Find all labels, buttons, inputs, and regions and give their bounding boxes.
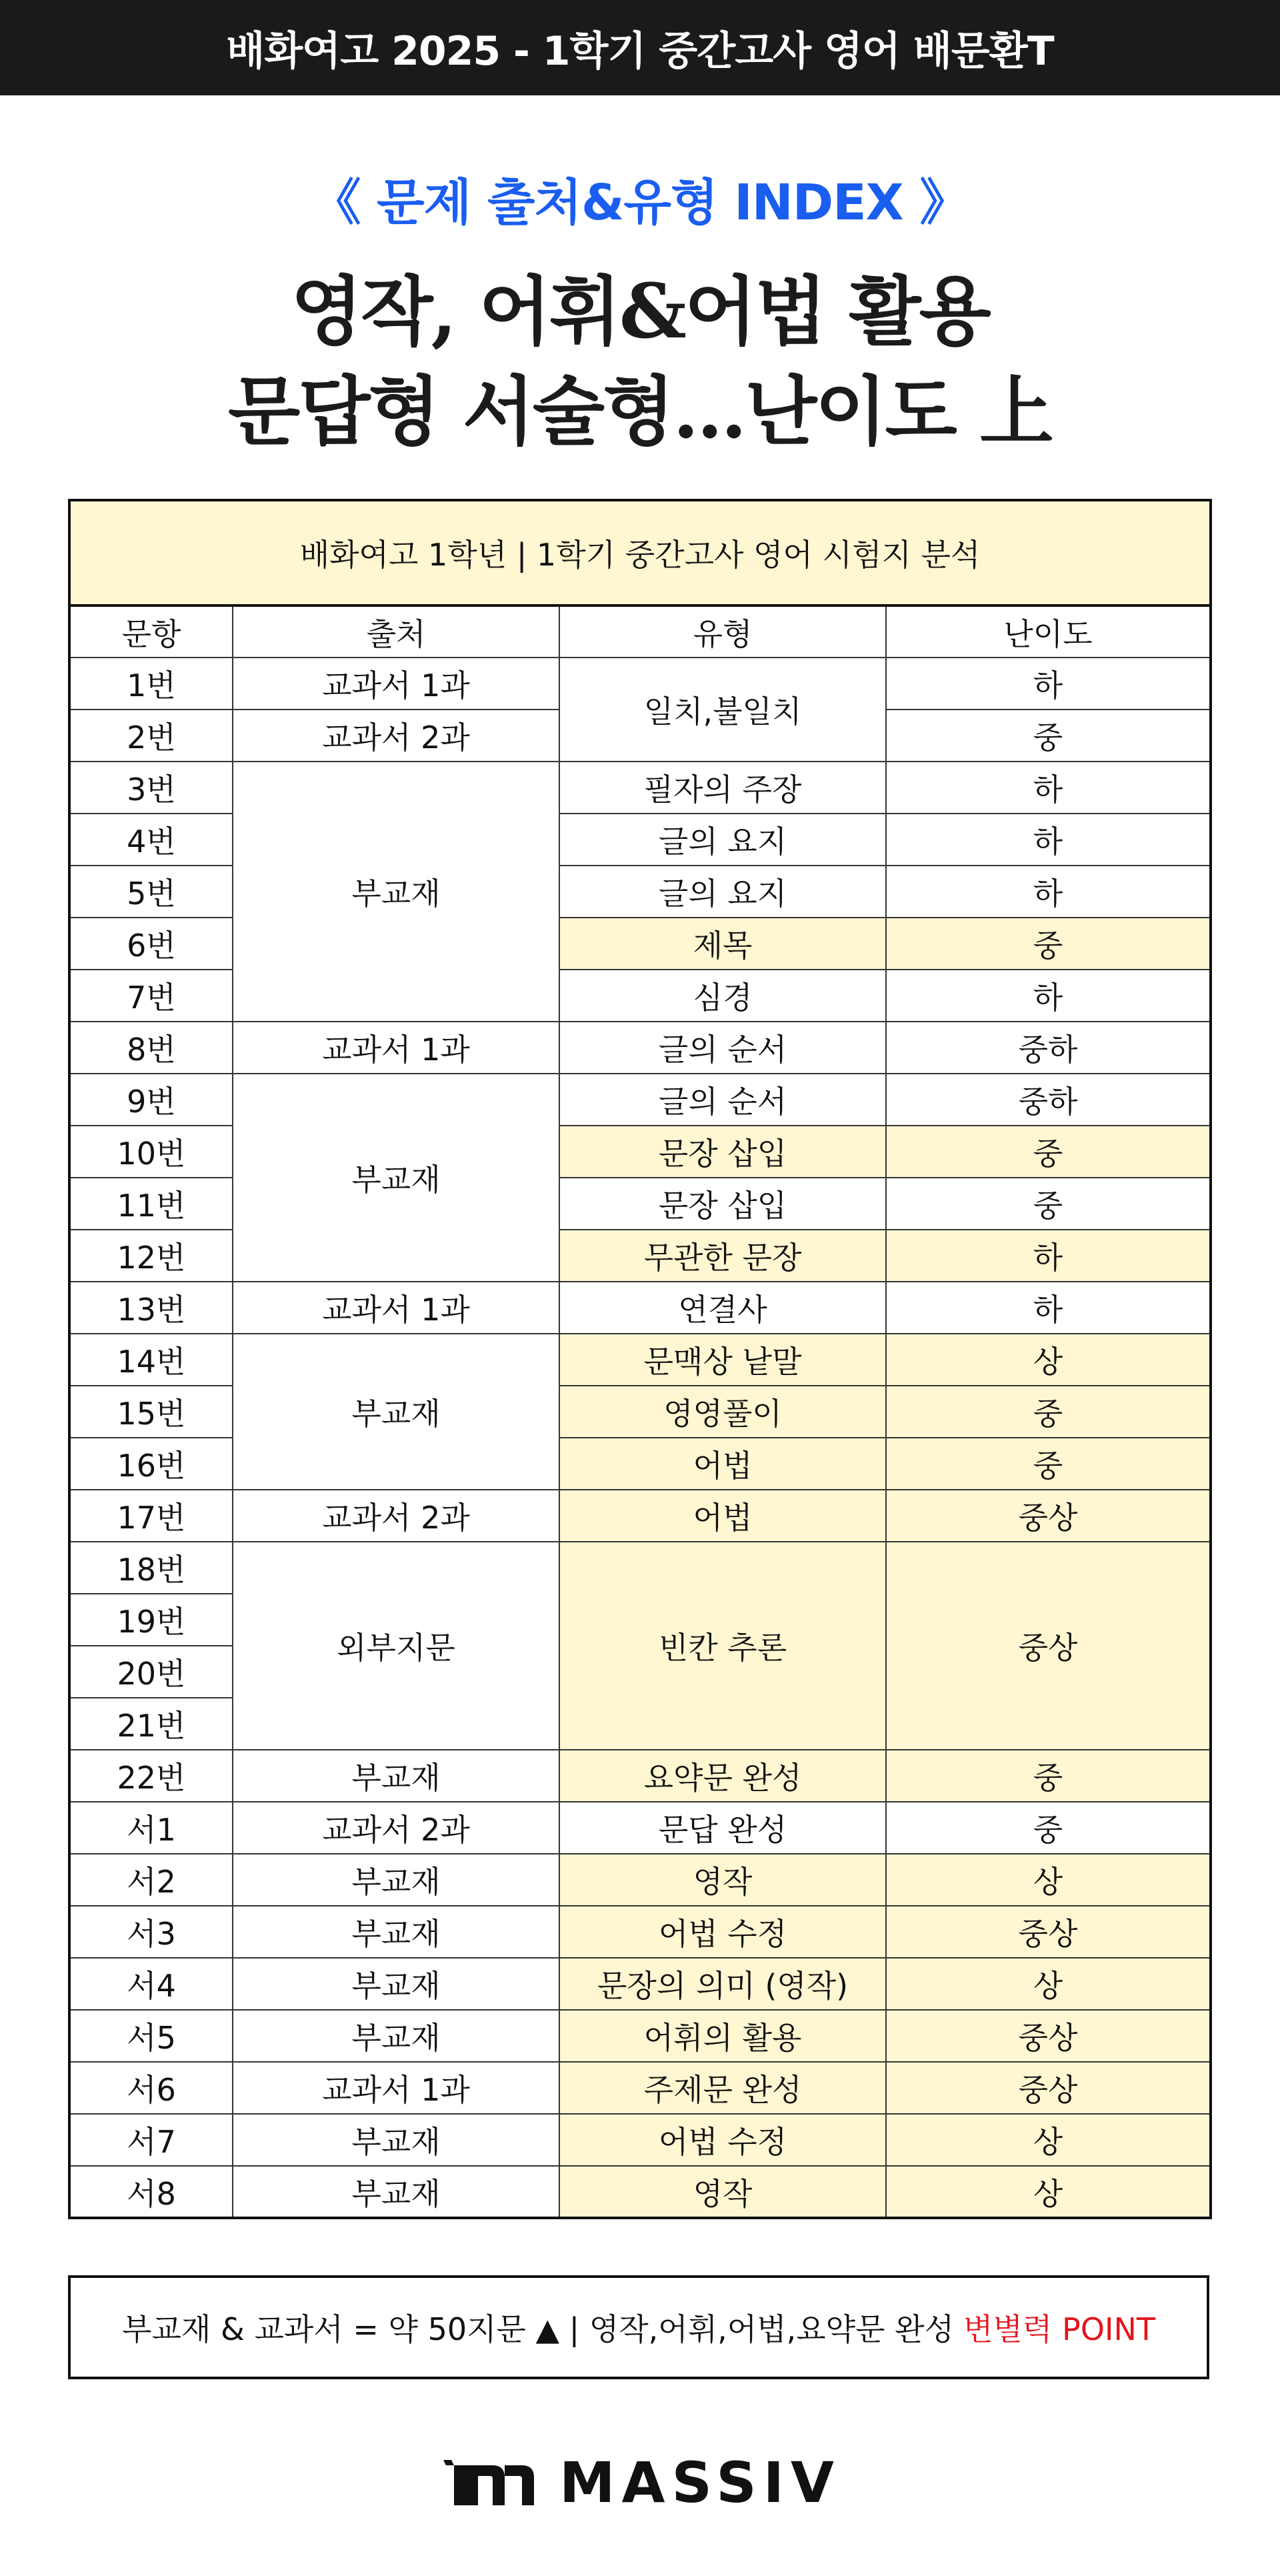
row-source: 부교재 <box>233 1334 559 1490</box>
row-level: 하 <box>886 814 1211 866</box>
column-header-type: 유형 <box>559 605 886 658</box>
column-header-level: 난이도 <box>886 605 1211 658</box>
row-type: 영작 <box>559 1854 886 1906</box>
discrimination-point-label: 변별력 POINT <box>963 2311 1155 2347</box>
row-number: 18번 <box>69 1542 233 1594</box>
row-type: 빈칸 추론 <box>559 1542 886 1750</box>
row-level: 중상 <box>886 1490 1211 1542</box>
row-number: 15번 <box>69 1386 233 1438</box>
row-type: 어법 수정 <box>559 1906 886 1958</box>
row-type: 문장의 의미 (영작) <box>559 1958 886 2010</box>
row-number: 2번 <box>69 710 233 762</box>
headline-line-1: 영작, 어휘&어법 활용 <box>291 268 989 355</box>
table-row <box>69 1022 1211 1074</box>
row-source: 부교재 <box>233 1958 559 2010</box>
table-row <box>69 1074 1211 1126</box>
row-number: 9번 <box>69 1074 233 1126</box>
row-level: 하 <box>886 866 1211 918</box>
row-level: 하 <box>886 1230 1211 1282</box>
row-number: 7번 <box>69 970 233 1022</box>
row-level: 중 <box>886 1126 1211 1178</box>
row-type: 어법 수정 <box>559 2114 886 2166</box>
row-level: 중 <box>886 918 1211 970</box>
row-type: 심경 <box>559 970 886 1022</box>
column-header-source: 출처 <box>233 605 559 658</box>
row-number: 서5 <box>69 2010 233 2062</box>
row-level: 하 <box>886 1282 1211 1334</box>
column-header-number: 문항 <box>69 605 233 658</box>
row-type: 문장 삽입 <box>559 1178 886 1230</box>
summary-note-box <box>68 2275 1209 2379</box>
row-source: 부교재 <box>233 762 559 1022</box>
row-level: 상 <box>886 1958 1211 2010</box>
row-level: 중상 <box>886 1542 1211 1750</box>
row-type: 연결사 <box>559 1282 886 1334</box>
table-row <box>69 658 1211 710</box>
row-level: 중하 <box>886 1022 1211 1074</box>
row-level: 상 <box>886 2114 1211 2166</box>
row-number: 3번 <box>69 762 233 814</box>
massiv-logo <box>0 2450 1280 2515</box>
headline-line-2: 문답형 서술형...난이도 上 <box>228 368 1052 455</box>
row-level: 중상 <box>886 2062 1211 2114</box>
table-row <box>69 1490 1211 1542</box>
row-number: 21번 <box>69 1698 233 1750</box>
table-row <box>69 1958 1211 2010</box>
row-type: 어법 <box>559 1438 886 1490</box>
table-row <box>69 1542 1211 1594</box>
row-source: 부교재 <box>233 1074 559 1282</box>
header-title: 배화여고 2025 - 1학기 중간고사 영어 배문환T <box>226 27 1054 75</box>
row-level: 중 <box>886 1386 1211 1438</box>
row-source: 부교재 <box>233 1854 559 1906</box>
row-number: 서7 <box>69 2114 233 2166</box>
row-level: 중 <box>886 1438 1211 1490</box>
row-type: 글의 요지 <box>559 814 886 866</box>
row-level: 중 <box>886 1802 1211 1854</box>
row-number: 서8 <box>69 2166 233 2218</box>
row-number: 서1 <box>69 1802 233 1854</box>
row-number: 19번 <box>69 1594 233 1646</box>
row-level: 하 <box>886 970 1211 1022</box>
row-type: 영작 <box>559 2166 886 2218</box>
row-type: 글의 요지 <box>559 866 886 918</box>
row-number: 11번 <box>69 1178 233 1230</box>
summary-note-text: 부교재 & 교과서 = 약 50지문 ▲ | 영작,어휘,어법,요약문 완성 <box>122 2311 955 2347</box>
row-level: 하 <box>886 658 1211 710</box>
index-title: 《 문제 출처&유형 INDEX 》 <box>311 174 969 231</box>
row-number: 6번 <box>69 918 233 970</box>
row-source: 교과서 2과 <box>233 1490 559 1542</box>
table-row <box>69 1906 1211 1958</box>
row-type: 어휘의 활용 <box>559 2010 886 2062</box>
row-type: 무관한 문장 <box>559 1230 886 1282</box>
row-level: 중상 <box>886 2010 1211 2062</box>
row-source: 교과서 2과 <box>233 710 559 762</box>
table-caption: 배화여고 1학년 | 1학기 중간고사 영어 시험지 분석 <box>69 500 1211 605</box>
row-level: 하 <box>886 762 1211 814</box>
row-number: 8번 <box>69 1022 233 1074</box>
table-row <box>69 2062 1211 2114</box>
row-level: 중상 <box>886 1906 1211 1958</box>
table-row <box>69 762 1211 814</box>
table-row <box>69 1802 1211 1854</box>
row-source: 부교재 <box>233 2114 559 2166</box>
row-number: 12번 <box>69 1230 233 1282</box>
row-source: 교과서 1과 <box>233 1282 559 1334</box>
row-number: 20번 <box>69 1646 233 1698</box>
table-row <box>69 1282 1211 1334</box>
row-type: 글의 순서 <box>559 1022 886 1074</box>
row-number: 13번 <box>69 1282 233 1334</box>
row-source: 부교재 <box>233 2166 559 2218</box>
row-number: 서4 <box>69 1958 233 2010</box>
exam-analysis-table <box>68 499 1212 2219</box>
row-type: 요약문 완성 <box>559 1750 886 1802</box>
row-level: 중하 <box>886 1074 1211 1126</box>
row-type: 문장 삽입 <box>559 1126 886 1178</box>
table-row <box>69 1750 1211 1802</box>
row-number: 4번 <box>69 814 233 866</box>
row-type: 문답 완성 <box>559 1802 886 1854</box>
massiv-logo-wordmark: MASSIV <box>559 2450 841 2515</box>
row-type: 제목 <box>559 918 886 970</box>
row-source: 교과서 2과 <box>233 1802 559 1854</box>
row-level: 상 <box>886 2166 1211 2218</box>
row-number: 5번 <box>69 866 233 918</box>
row-number: 서2 <box>69 1854 233 1906</box>
table-row <box>69 1854 1211 1906</box>
row-level: 중 <box>886 1750 1211 1802</box>
row-type: 일치,불일치 <box>559 658 886 762</box>
row-number: 1번 <box>69 658 233 710</box>
table-row <box>69 1334 1211 1386</box>
row-level: 중 <box>886 1178 1211 1230</box>
massiv-logo-mark-icon <box>439 2456 539 2509</box>
table-row <box>69 2010 1211 2062</box>
row-type: 어법 <box>559 1490 886 1542</box>
row-source: 교과서 1과 <box>233 658 559 710</box>
row-level: 중 <box>886 710 1211 762</box>
row-number: 17번 <box>69 1490 233 1542</box>
row-number: 서3 <box>69 1906 233 1958</box>
table-row <box>69 2166 1211 2218</box>
row-number: 16번 <box>69 1438 233 1490</box>
row-source: 부교재 <box>233 1906 559 1958</box>
row-level: 상 <box>886 1854 1211 1906</box>
table-row <box>69 2114 1211 2166</box>
row-type: 필자의 주장 <box>559 762 886 814</box>
row-source: 교과서 1과 <box>233 2062 559 2114</box>
row-type: 문맥상 낱말 <box>559 1334 886 1386</box>
row-type: 글의 순서 <box>559 1074 886 1126</box>
row-number: 14번 <box>69 1334 233 1386</box>
row-source: 부교재 <box>233 2010 559 2062</box>
row-source: 외부지문 <box>233 1542 559 1750</box>
row-source: 부교재 <box>233 1750 559 1802</box>
row-level: 상 <box>886 1334 1211 1386</box>
row-source: 교과서 1과 <box>233 1022 559 1074</box>
row-number: 22번 <box>69 1750 233 1802</box>
header-bar <box>0 0 1280 95</box>
row-number: 10번 <box>69 1126 233 1178</box>
row-type: 영영풀이 <box>559 1386 886 1438</box>
row-type: 주제문 완성 <box>559 2062 886 2114</box>
row-number: 서6 <box>69 2062 233 2114</box>
